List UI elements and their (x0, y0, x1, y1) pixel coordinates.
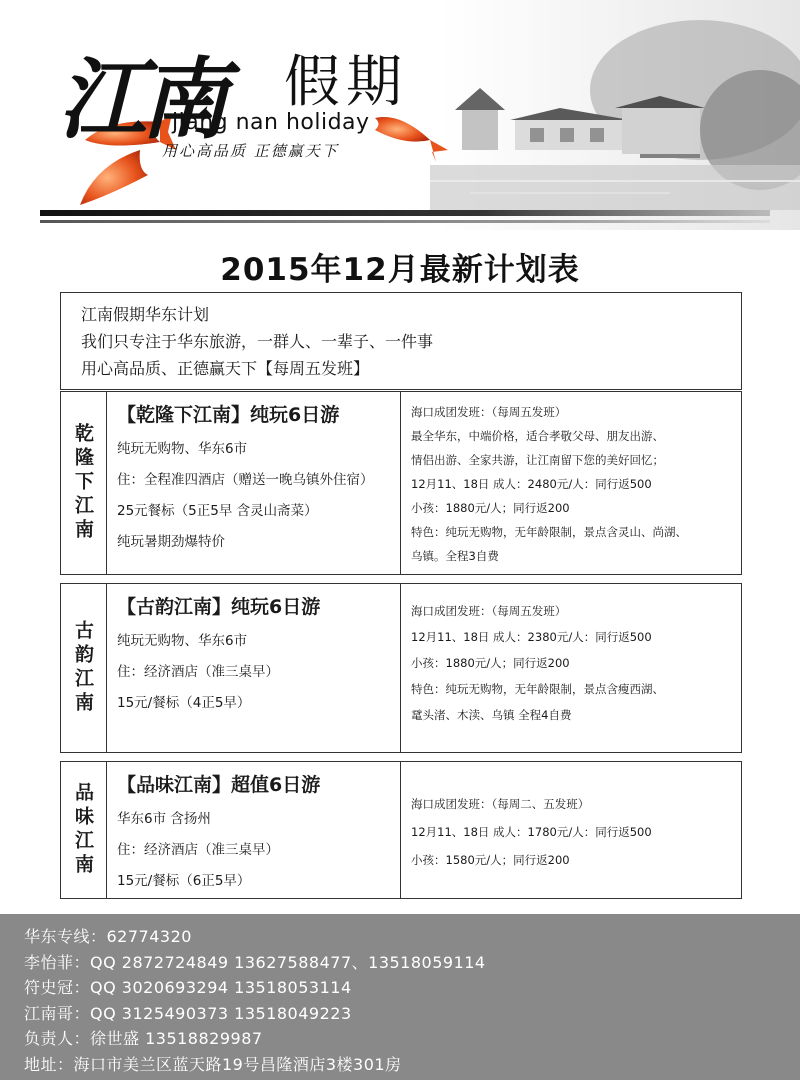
intro-box (60, 292, 742, 390)
contact-address: 地址：海口市美兰区蓝天路19号昌隆酒店3楼301房 (24, 1054, 402, 1074)
route-summary (107, 762, 401, 898)
route-card-pinwei (60, 761, 742, 899)
route-detail: 15元/餐标（4正5早） (117, 695, 251, 711)
brand-name-en: jiang nan holiday (172, 110, 370, 135)
pricing-line: 海口成团发班：（每周二、五发班） (411, 797, 590, 811)
intro-line: 用心高品质、正德赢天下【每周五发班】 (81, 359, 370, 378)
pricing-line: 小孩：1880元/人；同行返200 (411, 501, 570, 515)
contact-hotline: 华东专线：62774320 (24, 927, 192, 946)
pricing-line: 12月11、18日 成人：2480元/人：同行返500 (411, 477, 652, 491)
brand-name-cn: 假期 (284, 50, 408, 115)
route-pricing (401, 762, 741, 898)
route-detail: 住：经济酒店（准三桌早） (117, 842, 279, 858)
pricing-line: 最全华东，中端价格，适合孝敬父母、朋友出游、 (411, 429, 664, 443)
brand-calligraphy (58, 30, 222, 156)
intro-line: 我们只专注于华东旅游，一群人、一辈子、一件事 (81, 332, 434, 351)
brand-calligraphy-text: 江南 (58, 47, 223, 151)
pricing-line: 特色：纯玩无购物，无年龄限制，景点含瘦西湖、 (411, 682, 664, 696)
route-summary (107, 392, 401, 574)
contact-manager: 负责人：徐世盛 13518829987 (24, 1029, 263, 1048)
contact-line: 江南哥：QQ 3125490373 13518049223 (24, 1003, 352, 1023)
route-detail: 住：全程准四酒店（赠送一晚乌镇外住宿） (117, 472, 374, 488)
pricing-line: 小孩：1880元/人；同行返200 (411, 656, 570, 670)
route-pricing (401, 584, 741, 752)
route-card-qianlong (60, 391, 742, 575)
pricing-line: 海口成团发班：（每周五发班） (411, 405, 567, 419)
route-detail: 纯玩无购物、华东6市 (117, 441, 248, 457)
header-divider (40, 210, 770, 216)
pricing-line: 鼋头渚、木渎、乌镇 全程4自费 (411, 708, 572, 722)
route-detail: 华东6市 含扬州 (117, 811, 211, 827)
brand-slogan: 用心高品质 正德赢天下 (162, 142, 339, 160)
pricing-line: 情侣出游、全家共游，让江南留下您的美好回忆； (411, 453, 664, 467)
route-detail: 住：经济酒店（准三桌早） (117, 664, 279, 680)
route-detail: 纯玩暑期劲爆特价 (117, 534, 225, 550)
route-detail: 25元餐标（5正5早 含灵山斋菜） (117, 503, 318, 519)
contact-footer (0, 914, 800, 1080)
header-banner (0, 0, 800, 230)
pricing-line: 海口成团发班：（每周五发班） (411, 604, 567, 618)
pricing-line: 小孩：1580元/人；同行返200 (411, 853, 570, 867)
route-side-label: 乾隆下江南 (61, 392, 107, 574)
route-detail: 纯玩无购物、华东6市 (117, 633, 248, 649)
pricing-line: 12月11、18日 成人：2380元/人：同行返500 (411, 630, 652, 644)
pricing-line: 乌镇。全程3自费 (411, 549, 499, 563)
contact-line: 李怡菲：QQ 2872724849 13627588477、13518059114 (24, 952, 486, 972)
intro-line: 江南假期华东计划 (81, 305, 210, 324)
route-title: 【乾隆下江南】纯玩6日游 (117, 404, 340, 426)
page-title: 2015年12月最新计划表 (220, 252, 580, 288)
header-divider-thin (40, 220, 770, 223)
pricing-line: 特色：纯玩无购物，无年龄限制，景点含灵山、尚湖、 (411, 525, 687, 539)
route-side-label: 品味江南 (61, 762, 107, 898)
contact-line: 符史冠：QQ 3020693294 13518053114 (24, 978, 352, 997)
route-title: 【品味江南】超值6日游 (117, 774, 321, 796)
pricing-line: 12月11、18日 成人：1780元/人：同行返500 (411, 825, 652, 839)
route-pricing (401, 392, 741, 574)
route-title: 【古韵江南】纯玩6日游 (117, 596, 321, 618)
route-card-guyun (60, 583, 742, 753)
route-summary (107, 584, 401, 752)
route-detail: 15元/餐标（6正5早） (117, 873, 251, 889)
route-side-label: 古韵江南 (61, 584, 107, 752)
